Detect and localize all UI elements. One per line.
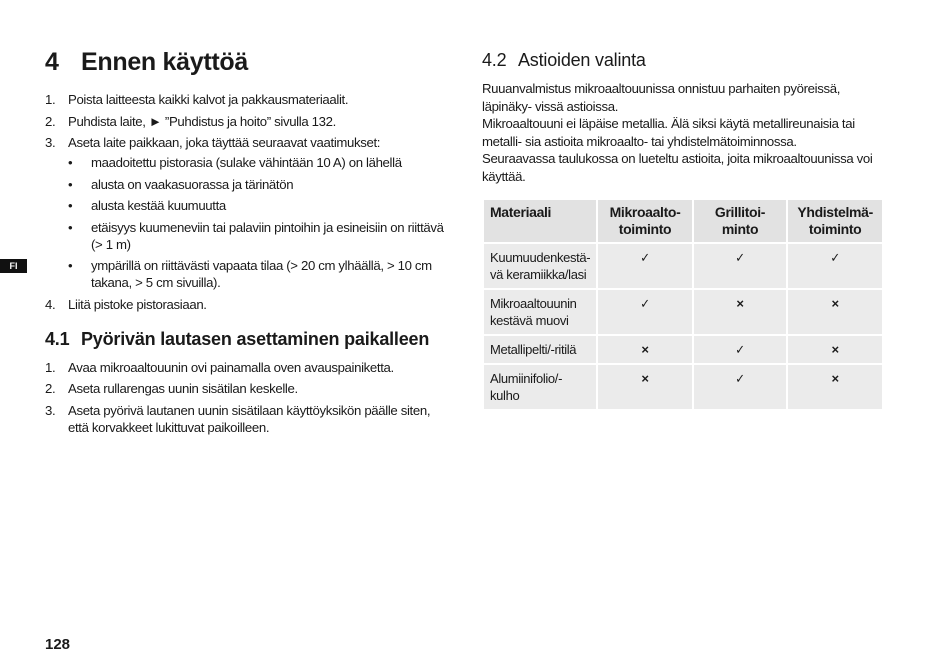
list-item [68,176,445,193]
check-icon: ✓ [694,365,787,409]
check-icon: ✓ [788,244,882,288]
language-tab [0,259,27,273]
step-number: 1. [45,92,56,107]
material-cell: Kuumuudenkestä- vä keramiikka/lasi [484,244,596,288]
check-icon: ✓ [598,290,691,334]
left-column [45,48,445,440]
list-item [45,402,445,436]
requirement-text: etäisyys kuumeneviin tai palaviin pintoihin ja esineisiin on riittävä (> 1 m) [91,219,444,252]
list-item [45,359,445,376]
cookware-table [482,198,884,411]
section-4-1-heading [45,329,445,350]
bullet-icon: • [68,176,73,192]
table-row [484,336,882,363]
list-item [68,154,445,171]
cross-icon: × [788,290,882,334]
table-row [484,365,882,409]
step-text: Aseta rullarengas uunin sisätilan keskelle. [68,381,298,396]
section-4-steps [45,91,445,313]
step-text: Puhdista laite, ► ”Puhdistus ja hoito” sivulla 132. [68,113,336,129]
paragraph: Mikroaaltouuni ei läpäise metallia. Älä siksi käytä metallireunaisia tai metalli- sia astioita mikroaalto- tai yhdistelmätoiminnossa. [482,116,855,149]
list-item [45,134,445,291]
section-4-2-title: Astioiden valinta [518,50,646,70]
step-text: Aseta laite paikkaan, joka täyttää seuraavat vaatimukset: [68,135,381,150]
section-4-number: 4 [45,48,59,76]
cross-icon: × [788,365,882,409]
section-4-2-number: 4.2 [482,50,507,70]
section-4-1-title: Pyörivän lautasen asettaminen paikalleen [81,328,430,349]
table-row [484,290,882,334]
section-4-2-heading [482,50,884,71]
cross-icon: × [788,336,882,363]
step-text: Aseta pyörivä lautanen uunin sisätilaan käyttöyksikön päälle siten, että korvakkeet lukittuvat paikoilleen. [68,402,431,435]
section-4-1-steps [45,359,445,436]
requirement-text: alusta kestää kuumuutta [91,198,226,213]
material-cell: Metallipelti/-ritilä [484,336,596,363]
step-number: 4. [45,296,56,312]
list-item [68,257,445,291]
step-text: Liitä pistoke pistorasiaan. [68,296,207,312]
section-4-heading [45,48,445,77]
column-header-microwave: Mikroaalto- toiminto [598,200,691,242]
bullet-icon: • [68,198,73,213]
requirements-list [68,154,445,291]
list-item [45,91,445,108]
list-item [68,197,445,214]
list-item [45,296,445,313]
list-item [45,380,445,397]
bullet-icon: • [68,155,73,170]
language-tab-label: FI [9,261,18,271]
step-text: Poista laitteesta kaikki kalvot ja pakkausmateriaalit. [68,92,349,107]
cross-icon: × [598,365,691,409]
table-header-row [484,200,882,242]
column-header-material: Materiaali [484,200,596,242]
bullet-icon: • [68,219,73,235]
column-header-grill: Grillitoi- minto [694,200,787,242]
check-icon: ✓ [598,244,691,288]
table-row [484,244,882,288]
check-icon: ✓ [694,336,787,363]
check-icon: ✓ [694,244,787,288]
material-cell: Mikroaaltouunin kestävä muovi [484,290,596,334]
material-cell: Alumiinifolio/-kulho [484,365,596,409]
right-column [482,50,884,411]
requirement-text: maadoitettu pistorasia (sulake vähintään 10 A) on lähellä [91,155,402,170]
requirement-text: ympärillä on riittävästi vapaata tilaa (> 20 cm ylhäällä, > 10 cm takana, > 5 cm sivuilla). [91,258,432,290]
page-number: 128 [45,636,71,653]
cross-icon: × [694,290,787,334]
step-number: 2. [45,113,56,129]
requirement-text: alusta on vaakasuorassa ja tärinätön [91,176,294,192]
section-4-1-number: 4.1 [45,328,70,349]
step-number: 1. [45,359,56,375]
step-text: Avaa mikroaaltouunin ovi painamalla oven avauspainiketta. [68,359,394,375]
list-item [68,219,445,253]
cross-icon: × [598,336,691,363]
column-header-combi: Yhdistelmä- toiminto [788,200,882,242]
step-number: 3. [45,402,56,418]
section-4-title: Ennen käyttöä [81,48,248,76]
step-number: 2. [45,381,56,396]
step-number: 3. [45,135,56,150]
paragraph: Seuraavassa taulukossa on lueteltu astioita, joita mikroaaltouunissa voi käyttää. [482,151,873,184]
paragraph: Ruuanvalmistus mikroaaltouunissa onnistuu parhaiten pyöreissä, läpinäky- vissä astioissa. [482,81,841,114]
bullet-icon: • [68,258,73,273]
list-item [45,113,445,130]
